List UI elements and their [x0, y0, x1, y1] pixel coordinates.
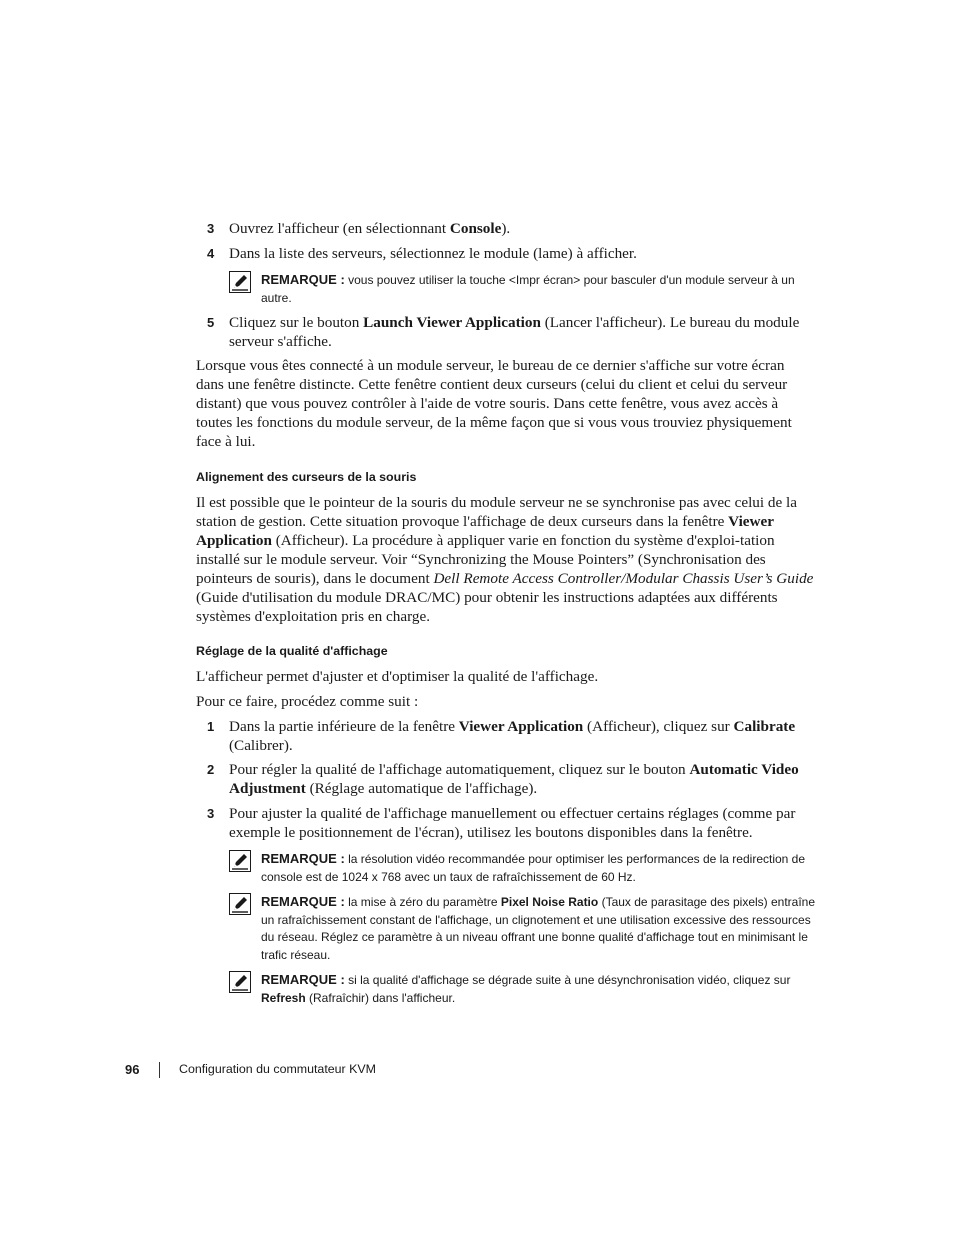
note: REMARQUE : la mise à zéro du paramètre Pixel Noise Ratio (Taux de parasitage des pixels) entraîne un rafraîchissement constant de l'affichage, un clignotement et une utilisation excessive des ressources du réseau. Réglez ce paramètre à un niveau offrant une bonne qualité d'affichage tout en minimisant le trafic réseau. [261, 894, 816, 962]
step-number: 5 [207, 315, 215, 330]
paragraph: L'afficheur permet d'ajuster et d'optimiser la qualité de l'affichage. [196, 668, 599, 685]
paragraph: Pour ce faire, procédez comme suit : [196, 693, 419, 710]
note-pencil-icon [229, 271, 251, 293]
paragraph: Lorsque vous êtes connecté à un module serveur, le bureau de ce dernier s'affiche sur votre écran dans une fenêtre distincte. Cette fenêtre contient deux curseurs (celui du client et celui du serveur distant) que vous pouvez contrôler à l'aide de votre souris. Dans cette fenêtre, vous avez accès à toutes les fonctions du module serveur, de la même façon que si vous vous trouviez physiquement face à lui. [196, 357, 792, 450]
section-heading: Alignement des curseurs de la souris [196, 470, 417, 484]
footer-title: Configuration du commutateur KVM [179, 1062, 376, 1076]
note: REMARQUE : la résolution vidéo recommandée pour optimiser les performances de la redirection de console est de 1024 x 768 avec un taux de rafraîchissement de 60 Hz. [261, 851, 806, 884]
note-pencil-icon [229, 850, 251, 872]
page-number: 96 [125, 1062, 140, 1077]
step-number: 2 [207, 762, 215, 777]
paragraph: Il est possible que le pointeur de la souris du module serveur ne se synchronise pas avec celui de la station de gestion. Cette situation provoque l'affichage de deux curseurs dans la fenêtre Viewer Application (Afficheur). La procédure à appliquer varie en fonction du système d'exploi-tation installé sur le module serveur. Voir “Synchronizing the Mouse Pointers” (Synchronisation des pointeurs de souris), dans le document Dell Remote Access Controller/Modular Chassis User’s Guide (Guide d'utilisation du module DRAC/MC) pour obtenir les instructions adaptées aux différents systèmes d'exploitation pris en charge. [196, 494, 814, 625]
step-number: 1 [207, 719, 215, 734]
section-heading: Réglage de la qualité d'affichage [196, 644, 388, 658]
step-text: Dans la partie inférieure de la fenêtre Viewer Application (Afficheur), cliquez sur Calibrate (Calibrer). [229, 718, 796, 754]
note-pencil-icon [229, 971, 251, 993]
step-text: Pour ajuster la qualité de l'affichage manuellement ou effectuer certains réglages (comme par exemple le positionnement de l'écran), utilisez les boutons disponibles dans la fenêtre. [229, 805, 796, 841]
note: REMARQUE : si la qualité d'affichage se dégrade suite à une désynchronisation vidéo, cliquez sur Refresh (Rafraîchir) dans l'afficheur. [261, 972, 791, 1005]
step-number: 3 [207, 221, 215, 236]
note: REMARQUE : vous pouvez utiliser la touche <Impr écran> pour basculer d'un module serveur à un autre. [261, 272, 795, 305]
step-text: Cliquez sur le bouton Launch Viewer Application (Lancer l'afficheur). Le bureau du module serveur s'affiche. [229, 314, 800, 350]
step-text: Ouvrez l'afficheur (en sélectionnant Console). [229, 220, 511, 237]
note-pencil-icon [229, 893, 251, 915]
step-number: 3 [207, 806, 215, 821]
step-text: Dans la liste des serveurs, sélectionnez le module (lame) à afficher. [229, 245, 637, 262]
step-number: 4 [207, 246, 215, 261]
footer-divider [159, 1062, 160, 1078]
step-text: Pour régler la qualité de l'affichage automatiquement, cliquez sur le bouton Automatic Video Adjustment (Réglage automatique de l'affichage). [229, 761, 799, 797]
